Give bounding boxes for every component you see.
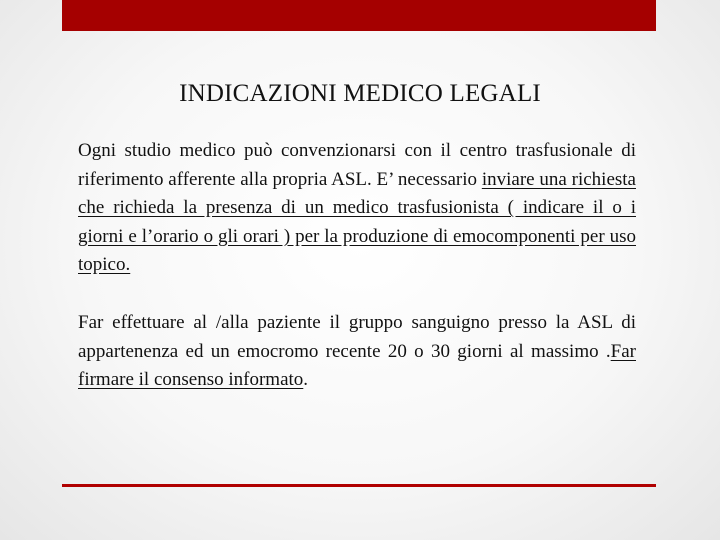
paragraph-2-end: . <box>303 369 309 391</box>
slide-title-text: INDICAZIONI MEDICO LEGALI <box>179 80 541 107</box>
slide-body <box>78 137 636 395</box>
paragraph-2-underlined-text: Far firmare il consenso informato <box>78 340 636 391</box>
paragraph-2-text: Far effettuare al /alla paziente il gruppo sanguigno presso la ASL di appartenenza ed un emocromo recente 20 o 30 giorni al massimo . <box>78 311 636 362</box>
paragraph-2 <box>78 309 636 395</box>
bottom-accent-line <box>62 484 656 487</box>
slide-title <box>0 80 720 108</box>
paragraph-1-text: Ogni studio medico può convenzionarsi con il centro trasfusionale di riferimento afferente alla propria ASL. E’ necessario <box>78 140 636 190</box>
paragraph-1 <box>78 137 636 280</box>
paragraph-1-underlined-text: inviare una richiesta che richieda la presenza di un medico trasfusionista ( indicare il o i giorni e l’orario o gli orari ) per la produzione di emocomponenti per uso topico. <box>78 168 636 276</box>
top-accent-bar <box>62 0 656 31</box>
